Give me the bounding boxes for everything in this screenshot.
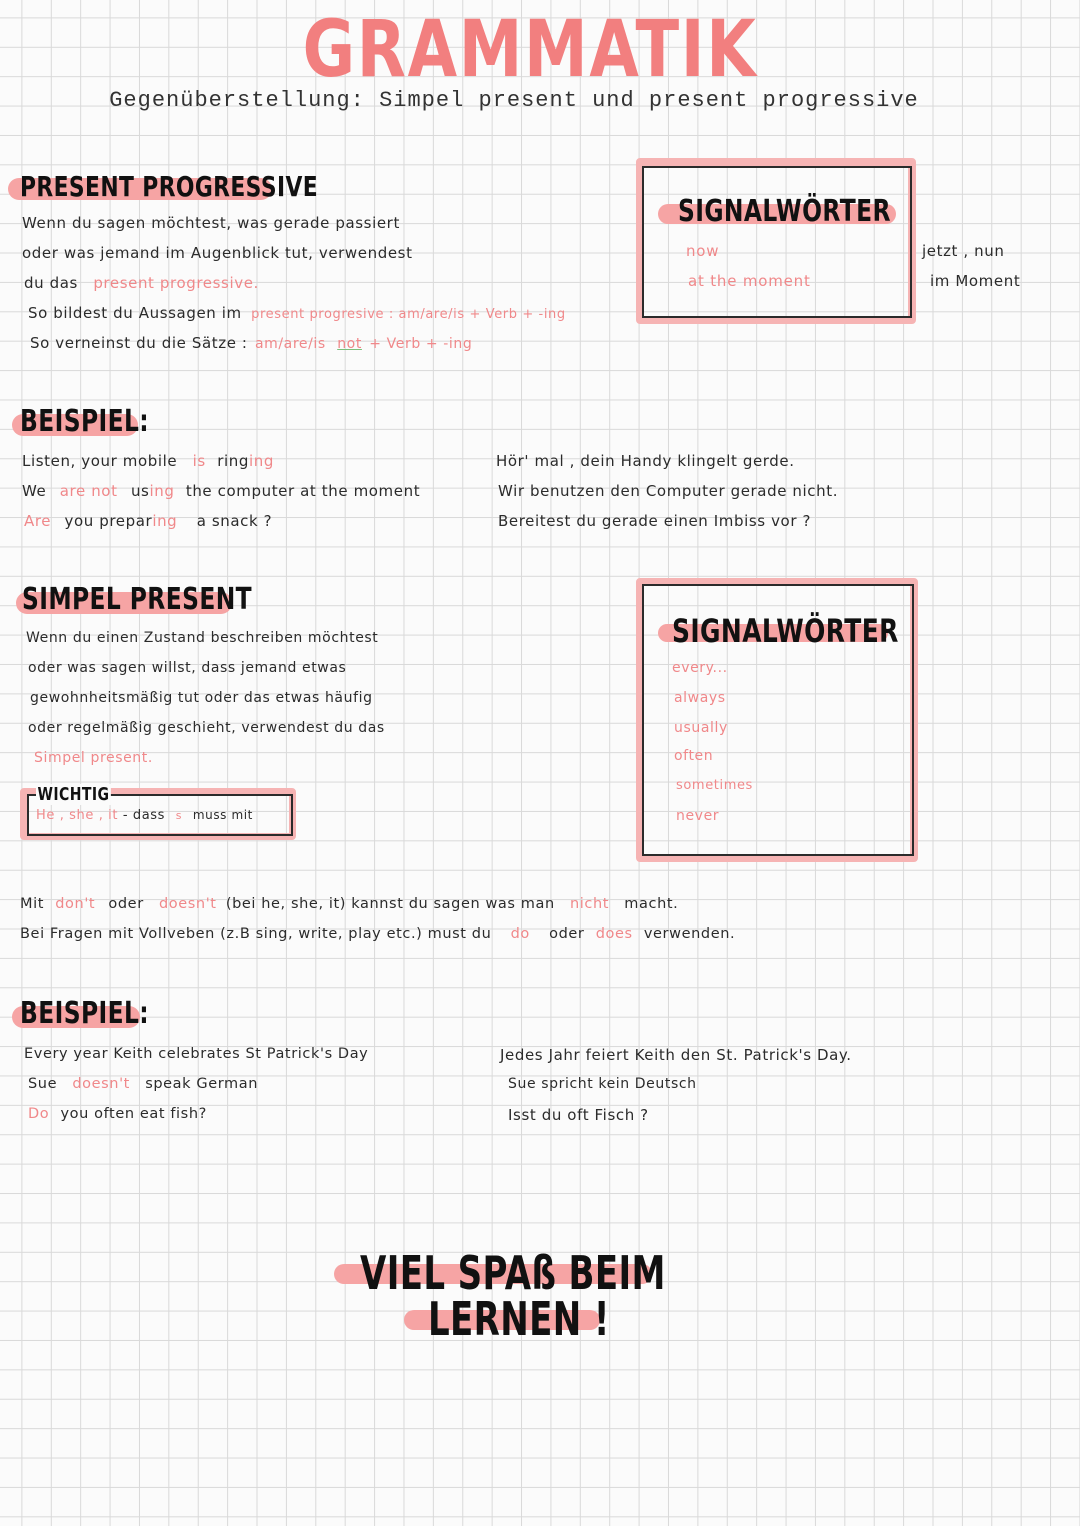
example2-en-3-a: Do <box>28 1106 50 1122</box>
signal-translation-1: jetzt , nun <box>922 242 1005 260</box>
negation-formula-a: am/are/is <box>254 336 326 352</box>
negation-line-2-c: oder <box>549 926 585 942</box>
signal-item-always: always <box>674 690 726 706</box>
example1-de-2: Wir benutzen den Computer gerade nicht. <box>498 482 839 500</box>
progressive-line-5-text: So verneinst du die Sätze : <box>30 334 248 352</box>
signal-item-never: never <box>676 808 720 824</box>
footer-line-1: VIEL SPAß BEIM <box>360 1246 666 1300</box>
signal-item-sometimes: sometimes <box>676 778 753 793</box>
example1-en-1-d: ing <box>248 452 274 470</box>
wichtig-s: s <box>175 809 183 822</box>
example1-en-2-e: the computer at the moment <box>185 482 421 500</box>
signal-item-at-the-moment: at the moment <box>688 272 811 290</box>
wichtig-text <box>36 808 253 823</box>
simple-line-4: oder regelmäßig geschieht, verwendest du das <box>28 720 385 736</box>
progressive-line-4-text: So bildest du Aussagen im <box>28 304 242 322</box>
simple-heading: SIMPEL PRESENT <box>22 582 253 617</box>
negation-line-1-a: Mit <box>20 896 45 912</box>
example1-en-3-d: a snack ? <box>196 512 273 530</box>
progressive-line-2: oder was jemand im Augenblick tut, verwendest <box>22 244 413 262</box>
negation-doesnt: doesn't <box>158 896 217 912</box>
example2-en-2-c: speak German <box>145 1076 259 1092</box>
progressive-heading: PRESENT PROGRESSIVE <box>20 170 319 203</box>
example2-de-3: Isst du oft Fisch ? <box>508 1106 649 1124</box>
negation-line-1-c: oder <box>108 896 144 912</box>
example-heading-1: BEISPIEL: <box>20 404 150 439</box>
example1-en-1-a: Listen, your mobile <box>22 452 178 470</box>
progressive-formula: present progresive : am/are/is + Verb + -ing <box>251 307 566 322</box>
simple-line-5: Simpel present. <box>34 750 153 766</box>
question-does: does <box>595 926 633 942</box>
signal-box-1 <box>642 166 912 318</box>
simple-line-3: gewohnheitsmäßig tut oder das etwas häufig <box>30 690 373 706</box>
example1-en-2-c: us <box>130 482 150 500</box>
wichtig-label: WICHTIG <box>37 784 110 805</box>
question-do: do <box>510 926 530 942</box>
page-subtitle: Gegenüberstellung: Simpel present und present progressive <box>109 88 919 113</box>
negation-dont: don't <box>55 896 96 912</box>
negation-line-2 <box>20 926 735 942</box>
simple-line-2: oder was sagen willst, dass jemand etwas <box>28 660 347 676</box>
example2-en-1 <box>24 1046 368 1062</box>
example1-en-3 <box>24 512 272 530</box>
signal-item-now: now <box>686 242 720 260</box>
signal-heading-2: SIGNALWÖRTER <box>672 612 899 650</box>
example1-de-3: Bereitest du gerade einen Imbiss vor ? <box>498 512 812 530</box>
example1-en-1-c: ring <box>217 452 249 470</box>
example1-en-1-b: is <box>192 452 206 470</box>
example2-en-1-b: Every year Keith celebrates St Patrick's Day <box>24 1046 369 1062</box>
example1-en-2 <box>22 482 420 500</box>
wichtig-pronouns: He , she , it <box>36 808 119 823</box>
example1-en-3-b: you prepar <box>64 512 153 530</box>
negation-line-2-a: Bei Fragen mit Vollveben (z.B sing, write, play etc.) must du <box>20 926 492 942</box>
signal-translation-2: im Moment <box>930 272 1021 290</box>
example-heading-2: BEISPIEL: <box>20 996 150 1031</box>
progressive-line-4 <box>28 304 566 322</box>
signal-item-every: every... <box>672 660 728 676</box>
progressive-term: present progressive. <box>93 274 259 292</box>
negation-nicht: nicht <box>570 896 610 912</box>
example1-de-1: Hör' mal , dein Handy klingelt gerde. <box>496 452 795 470</box>
example2-en-2-b: doesn't <box>72 1076 130 1092</box>
example2-en-2 <box>28 1076 258 1092</box>
page-title: GRAMMATIK <box>302 5 758 95</box>
example2-de-2: Sue spricht kein Deutsch <box>508 1076 697 1092</box>
negation-line-2-e: verwenden. <box>643 926 736 942</box>
example2-en-3 <box>28 1106 207 1122</box>
example1-en-2-a: We <box>22 482 47 500</box>
progressive-line-3 <box>24 274 259 292</box>
wichtig-dass: - dass <box>122 808 166 823</box>
example1-en-2-b: are not <box>59 482 118 500</box>
example1-en-3-a: Are <box>24 512 52 530</box>
negation-line-1 <box>20 896 678 912</box>
signal-item-usually: usually <box>674 720 728 736</box>
example2-en-3-b: you often eat fish? <box>60 1106 207 1122</box>
negation-line-1-e: (bei he, she, it) kannst du sagen was man <box>225 896 555 912</box>
progressive-line-5 <box>30 334 472 352</box>
example1-en-2-d: ing <box>149 482 175 500</box>
negation-line-1-g: macht. <box>624 896 679 912</box>
wichtig-rest: muss mit <box>192 808 253 822</box>
progressive-line-1: Wenn du sagen möchtest, was gerade passiert <box>22 214 400 232</box>
signal-item-often: often <box>674 748 714 764</box>
signal-heading-1: SIGNALWÖRTER <box>678 194 891 229</box>
progressive-line-3-text: du das <box>24 274 78 292</box>
example2-de-1: Jedes Jahr feiert Keith den St. Patrick's Day. <box>500 1046 852 1064</box>
simple-line-1: Wenn du einen Zustand beschreiben möchtest <box>26 630 379 646</box>
negation-formula-b: + Verb + -ing <box>369 336 473 352</box>
negation-formula-not: not <box>337 336 362 352</box>
example1-en-1 <box>22 452 274 470</box>
footer-line-2: LERNEN ! <box>428 1292 610 1346</box>
example1-en-3-c: ing <box>152 512 178 530</box>
example2-en-2-a: Sue <box>28 1076 58 1092</box>
